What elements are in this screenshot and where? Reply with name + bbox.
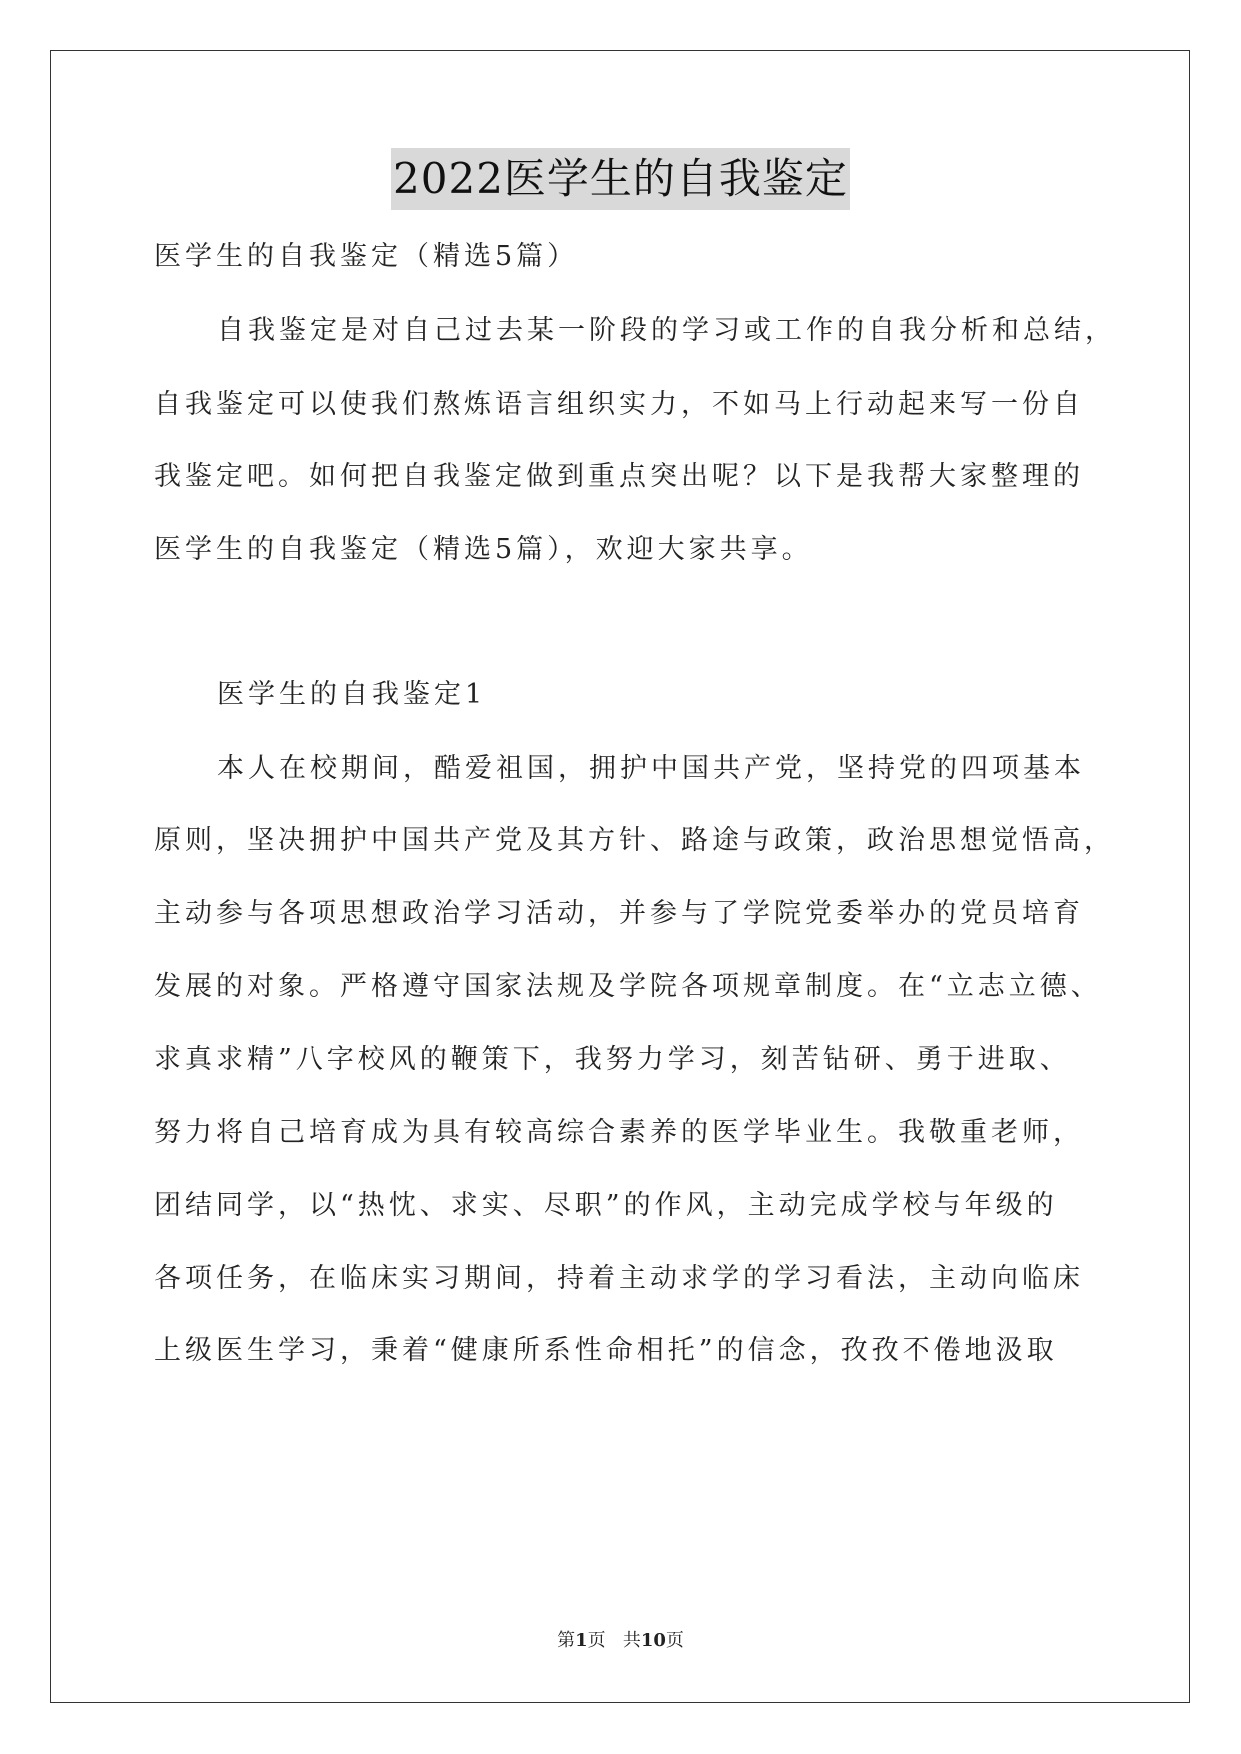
page-suffix: 页 — [587, 1630, 606, 1651]
intro-line: 自我鉴定可以使我们熬炼语言组织实力，不如马上行动起来写一份自 — [154, 389, 1084, 420]
body-line: 主动参与各项思想政治学习活动，并参与了学院党委举办的党员培育 — [154, 898, 1084, 929]
body-line: 上级医生学习，秉着“健康所系性命相托”的信念，孜孜不倦地汲取 — [154, 1335, 1058, 1366]
body-line: 努力将自己培育成为具有较高综合素养的医学毕业生。我敬重老师， — [154, 1117, 1084, 1148]
body-line: 原则，坚决拥护中国共产党及其方针、路途与政策，政治思想觉悟高， — [154, 825, 1115, 856]
body-line: 本人在校期间，酷爱祖国，拥护中国共产党，坚持党的四项基本 — [217, 753, 1085, 784]
title-container — [0, 148, 1241, 210]
total-pages: 10 — [640, 1630, 666, 1651]
document-title: 2022医学生的自我鉴定 — [391, 148, 850, 210]
body-line: 发展的对象。严格遵守国家法规及学院各项规章制度。在“立志立德、 — [154, 971, 1102, 1002]
body-line: 团结同学，以“热忱、求实、尽职”的作风，主动完成学校与年级的 — [154, 1190, 1058, 1221]
page-border — [50, 50, 1190, 1703]
section-heading: 医学生的自我鉴定1 — [217, 679, 487, 710]
total-suffix: 页 — [665, 1630, 684, 1651]
page-prefix: 第 — [557, 1630, 576, 1651]
total-prefix: 共 — [622, 1630, 641, 1651]
page-number: 1 — [575, 1630, 588, 1651]
page-footer — [0, 1626, 1241, 1652]
intro-line: 我鉴定吧。如何把自我鉴定做到重点突出呢？以下是我帮大家整理的 — [154, 461, 1084, 492]
document-subtitle: 医学生的自我鉴定（精选5篇） — [154, 241, 579, 272]
intro-line: 自我鉴定是对自己过去某一阶段的学习或工作的自我分析和总结， — [217, 315, 1116, 346]
body-line: 求真求精”八字校风的鞭策下，我努力学习，刻苦钻研、勇于进取、 — [154, 1044, 1071, 1075]
intro-line: 医学生的自我鉴定（精选5篇），欢迎大家共享。 — [154, 534, 813, 565]
body-line: 各项任务，在临床实习期间，持着主动求学的学习看法，主动向临床 — [154, 1263, 1084, 1294]
